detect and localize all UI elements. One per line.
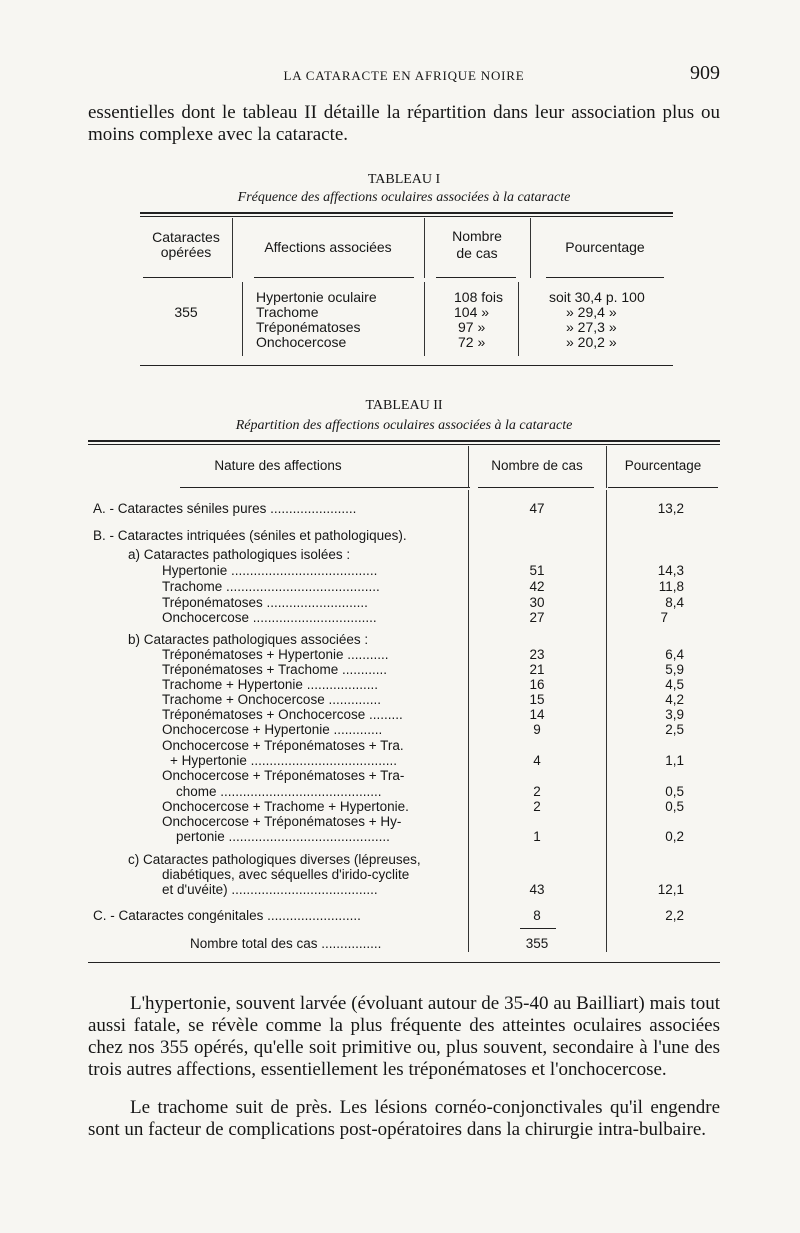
table1-bottom-rule (140, 365, 673, 366)
row-label: Onchocercose + Tréponématoses + Tra- (162, 768, 405, 783)
row-nombre: 21 (529, 662, 545, 677)
table2-subtitle: Répartition des affections oculaires associées à la cataracte (235, 418, 573, 433)
row-label: Trachome + Onchocercose .............. (162, 692, 381, 707)
table1-top-rule (140, 212, 673, 214)
row-label: Nombre total des cas ................ (190, 936, 382, 951)
row-label: a) Cataractes pathologiques isolées : (128, 547, 351, 562)
row-pourcentage: 0,2 (665, 829, 684, 844)
table1-header-operees: opérées (160, 244, 212, 260)
row-pourcentage: 5,9 (665, 662, 684, 677)
table1-vline-6 (518, 282, 519, 356)
row-label: Onchocercose + Hypertonie ............. (162, 722, 383, 737)
row-label: Onchocercose + Tréponématoses + Hy- (162, 814, 402, 829)
table2-header-pourcentage: Pourcentage (624, 458, 702, 473)
table1-header-cataractes: Cataractes (152, 229, 220, 245)
row-nombre: 14 (529, 707, 545, 722)
table1-affection: Hypertonie oculaire (256, 289, 377, 305)
running-head-title: LA CATARACTE EN AFRIQUE NOIRE (283, 68, 525, 83)
row-label: Tréponématoses + Trachome ............ (162, 662, 387, 677)
row-nombre: 15 (529, 692, 545, 707)
table2-header-nature: Nature des affections (214, 458, 342, 473)
table1-nombre: 108 fois (454, 289, 504, 305)
row-nombre: 355 (525, 936, 549, 951)
row-label: A. - Cataractes séniles pures ....................... (93, 501, 357, 516)
table1-header-de-cas: de cas (456, 245, 498, 261)
row-nombre: 2 (533, 799, 541, 814)
total-sum-rule (520, 928, 556, 929)
row-label: Trachome + Hypertonie ................... (162, 677, 378, 692)
table1-nombre: 104 » (454, 304, 490, 320)
row-pourcentage: 2,2 (665, 908, 684, 923)
row-label: chome ........................................... (176, 784, 382, 799)
row-label: Onchocercose ................................. (162, 610, 377, 625)
row-pourcentage: 2,5 (665, 722, 684, 737)
table1-affection: Tréponématoses (256, 319, 361, 335)
table1-header-nombre: Nombre (452, 228, 502, 244)
row-nombre: 4 (533, 753, 541, 768)
table1-cataractes-operees: 355 (174, 304, 198, 320)
table1-header-affections: Affections associées (264, 239, 392, 255)
row-nombre: 42 (529, 579, 545, 594)
table1-subtitle: Fréquence des affections oculaires associées à la cataracte (237, 190, 571, 205)
row-label: diabétiques, avec séquelles d'irido-cyclite (162, 867, 410, 882)
row-pourcentage: 8,4 (665, 595, 684, 610)
row-label: Tréponématoses ........................... (162, 595, 368, 610)
row-pourcentage: 4,5 (665, 677, 684, 692)
table1-header-underline-3 (436, 277, 516, 278)
table1-affection: Trachome (256, 304, 319, 320)
row-pourcentage: 7 (660, 610, 668, 625)
row-label: Trachome ......................................... (162, 579, 380, 594)
paragraph-trachome: Le trachome suit de près. Les lésions cornéo-conjonctivales qu'il engendre sont un facteur de complications post-opératoires dans la chirurgie intra-bulbaire. (88, 1097, 720, 1140)
row-nombre: 51 (529, 563, 545, 578)
table1-title: TABLEAU I (367, 172, 441, 187)
table1-pourcentage: soit 30,4 p. 100 (549, 289, 645, 305)
row-label: Tréponématoses + Onchocercose ......... (162, 707, 403, 722)
page-number: 909 (690, 62, 720, 84)
row-pourcentage: 6,4 (665, 647, 684, 662)
table2-top-rule-thin (88, 444, 720, 445)
table2-header-underline-1 (180, 487, 470, 488)
table1-pourcentage: » 29,4 » (566, 304, 617, 320)
row-label: Onchocercose + Tréponématoses + Tra. (162, 738, 404, 753)
row-label: Hypertonie ....................................... (162, 563, 378, 578)
table2-top-rule (88, 440, 720, 442)
table1-header-underline-2 (254, 277, 414, 278)
row-nombre: 47 (529, 501, 545, 516)
row-pourcentage: 4,2 (665, 692, 684, 707)
table2-header-nombre: Nombre de cas (491, 458, 583, 473)
row-label: et d'uvéite) ....................................... (162, 882, 378, 897)
row-label: b) Cataractes pathologiques associées : (128, 632, 369, 647)
row-pourcentage: 12,1 (657, 882, 684, 897)
table1-vline-5 (424, 282, 425, 356)
row-label: c) Cataractes pathologiques diverses (lépreuses, (128, 852, 421, 867)
row-nombre: 23 (529, 647, 545, 662)
table1-pourcentage: » 20,2 » (566, 334, 617, 350)
row-nombre: 8 (533, 908, 541, 923)
row-nombre: 2 (533, 784, 541, 799)
paragraph-hypertonie: L'hypertonie, souvent larvée (évoluant autour de 35-40 au Bailliart) mais tout aussi fatale, se révèle comme la plus fréquente des atteintes oculaires associées chez nos 355 opérés, qu'elle soit primitive ou, plus souvent, secondaire à l'une des trois autres affections, essentiellement les tréponématoses et l'onchocercose. (88, 993, 720, 1080)
row-nombre: 16 (529, 677, 545, 692)
table1-nombre: 97 » (458, 319, 486, 335)
table2-header-underline-2 (478, 487, 594, 488)
row-label: B. - Cataractes intriquées (séniles et pathologiques). (93, 528, 407, 543)
row-nombre: 1 (533, 829, 541, 844)
table2-header-underline-3 (608, 487, 718, 488)
table1-top-rule-thin (140, 216, 673, 217)
row-pourcentage: 0,5 (665, 799, 684, 814)
table2-vline-header-1 (468, 446, 469, 488)
row-pourcentage: 1,1 (665, 753, 684, 768)
row-nombre: 9 (533, 722, 541, 737)
row-pourcentage: 3,9 (665, 707, 684, 722)
table1-vline-4 (242, 282, 243, 356)
intro-paragraph: essentielles dont le tableau II détaille la répartition dans leur association plus ou moins complexe avec la cataracte. (88, 102, 720, 145)
row-nombre: 27 (529, 610, 545, 625)
table1-header-underline-4 (546, 277, 664, 278)
row-pourcentage: 13,2 (657, 501, 684, 516)
row-label: Tréponématoses + Hypertonie ........... (162, 647, 389, 662)
table2-vline-header-2 (606, 446, 607, 488)
table1-header-pourcentage: Pourcentage (565, 239, 645, 255)
running-head (88, 64, 720, 86)
row-label: + Hypertonie ....................................... (170, 753, 397, 768)
row-label: C. - Cataractes congénitales ......................... (93, 908, 361, 923)
table2-title: TABLEAU II (365, 398, 443, 413)
table1-nombre: 72 » (458, 334, 486, 350)
row-nombre: 43 (529, 882, 545, 897)
table1-pourcentage: » 27,3 » (566, 319, 617, 335)
table1-header-underline-1 (143, 277, 231, 278)
row-pourcentage: 0,5 (665, 784, 684, 799)
row-nombre: 30 (529, 595, 545, 610)
table2-bottom-rule (88, 962, 720, 963)
row-label: Onchocercose + Trachome + Hypertonie. (162, 799, 409, 814)
row-label: pertonie ........................................... (176, 829, 390, 844)
table1-affection: Onchocercose (256, 334, 347, 350)
row-pourcentage: 11,8 (658, 579, 684, 594)
row-pourcentage: 14,3 (657, 563, 684, 578)
